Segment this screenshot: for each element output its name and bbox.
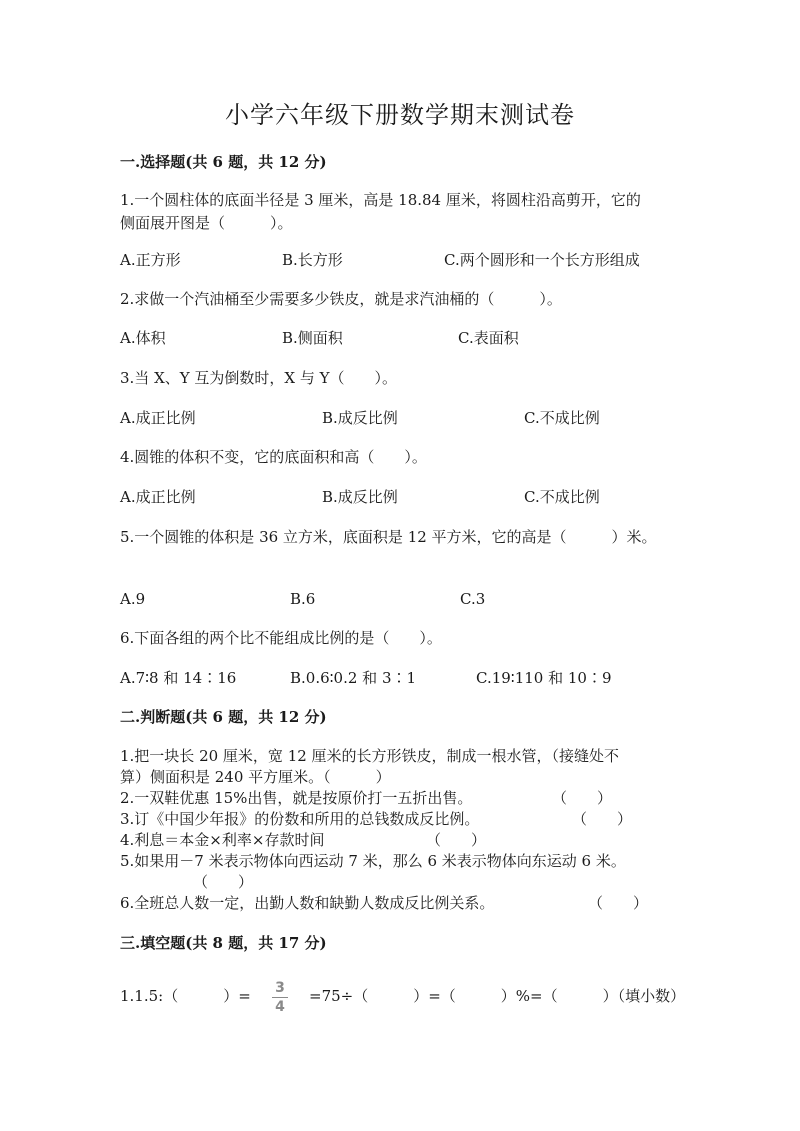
question-text: 6.全班总人数一定，出勤人数和缺勤人数成反比例关系。	[120, 894, 495, 912]
fraction-bar	[272, 997, 288, 998]
option-b: B.侧面积	[282, 329, 343, 347]
option-b: B.6	[290, 590, 316, 608]
question-text: 4.圆锥的体积不变，它的底面积和高（ ）。	[120, 448, 427, 466]
option-c: C.3	[460, 590, 486, 608]
question-text: 算）侧面积是 240 平方厘米。（ ）	[120, 768, 391, 786]
option-c: C.不成比例	[524, 409, 600, 427]
option-b: B.成反比例	[322, 488, 398, 506]
question-text: 侧面展开图是（ ）。	[120, 214, 293, 232]
option-b: B.0.6∶0.2 和 3∶1	[290, 669, 417, 687]
question-text: 2.求做一个汽油桶至少需要多少铁皮，就是求汽油桶的（ ）。	[120, 290, 562, 308]
question-text: 3.当 X、Y 互为倒数时，X 与 Y（ ）。	[120, 369, 398, 387]
option-a: A.成正比例	[120, 488, 196, 506]
question-text: 3.订《中国少年报》的份数和所用的总钱数成反比例。	[120, 810, 480, 828]
fraction-numerator: 3	[275, 980, 285, 996]
option-c: C.不成比例	[524, 488, 600, 506]
answer-blank: （ ）	[426, 831, 487, 849]
option-b: B.长方形	[282, 251, 343, 269]
option-c: C.表面积	[458, 329, 519, 347]
question-text: 6.下面各组的两个比不能组成比例的是（ ）。	[120, 629, 442, 647]
section-heading-fill: 三.填空题(共 8 题，共 17 分)	[120, 934, 327, 952]
option-a: A.7∶8 和 14∶16	[120, 669, 237, 687]
option-a: A.9	[120, 590, 146, 608]
answer-blank: （ ）	[193, 873, 254, 891]
answer-blank: （ ）	[572, 810, 633, 828]
section-heading-choice: 一.选择题(共 6 题，共 12 分)	[120, 153, 327, 171]
question-text: =75÷（ ）=（ ）%=（ ）（填小数）	[309, 987, 686, 1005]
question-text: 1.一个圆柱体的底面半径是 3 厘米，高是 18.84 厘米，将圆柱沿高剪开，它的	[120, 191, 641, 209]
question-text: 5.如果用－7 米表示物体向西运动 7 米，那么 6 米表示物体向东运动 6 米。	[120, 852, 626, 870]
option-a: A.体积	[120, 329, 166, 347]
section-heading-judge: 二.判断题(共 6 题，共 12 分)	[120, 708, 327, 726]
fraction-denominator: 4	[275, 999, 285, 1015]
question-text: 4.利息＝本金×利率×存款时间	[120, 831, 325, 849]
fraction	[271, 980, 289, 1015]
page-title: 小学六年级下册数学期末测试卷	[225, 101, 575, 129]
option-a: A.正方形	[120, 251, 181, 269]
question-text: 2.一双鞋优惠 15%出售，就是按原价打一五折出售。	[120, 789, 473, 807]
option-b: B.成反比例	[322, 409, 398, 427]
question-text: 1.把一块长 20 厘米，宽 12 厘米的长方形铁皮，制成一根水管，（接缝处不	[120, 747, 620, 765]
question-text: 5.一个圆锥的体积是 36 立方米，底面积是 12 平方米，它的高是（ ）米。	[120, 528, 657, 546]
question-text: 1.1.5:（ ）=	[120, 987, 251, 1005]
option-c: C.两个圆形和一个长方形组成	[444, 251, 640, 269]
option-a: A.成正比例	[120, 409, 196, 427]
answer-blank: （ ）	[552, 789, 613, 807]
answer-blank: （ ）	[588, 894, 649, 912]
option-c: C.19∶110 和 10∶9	[476, 669, 612, 687]
